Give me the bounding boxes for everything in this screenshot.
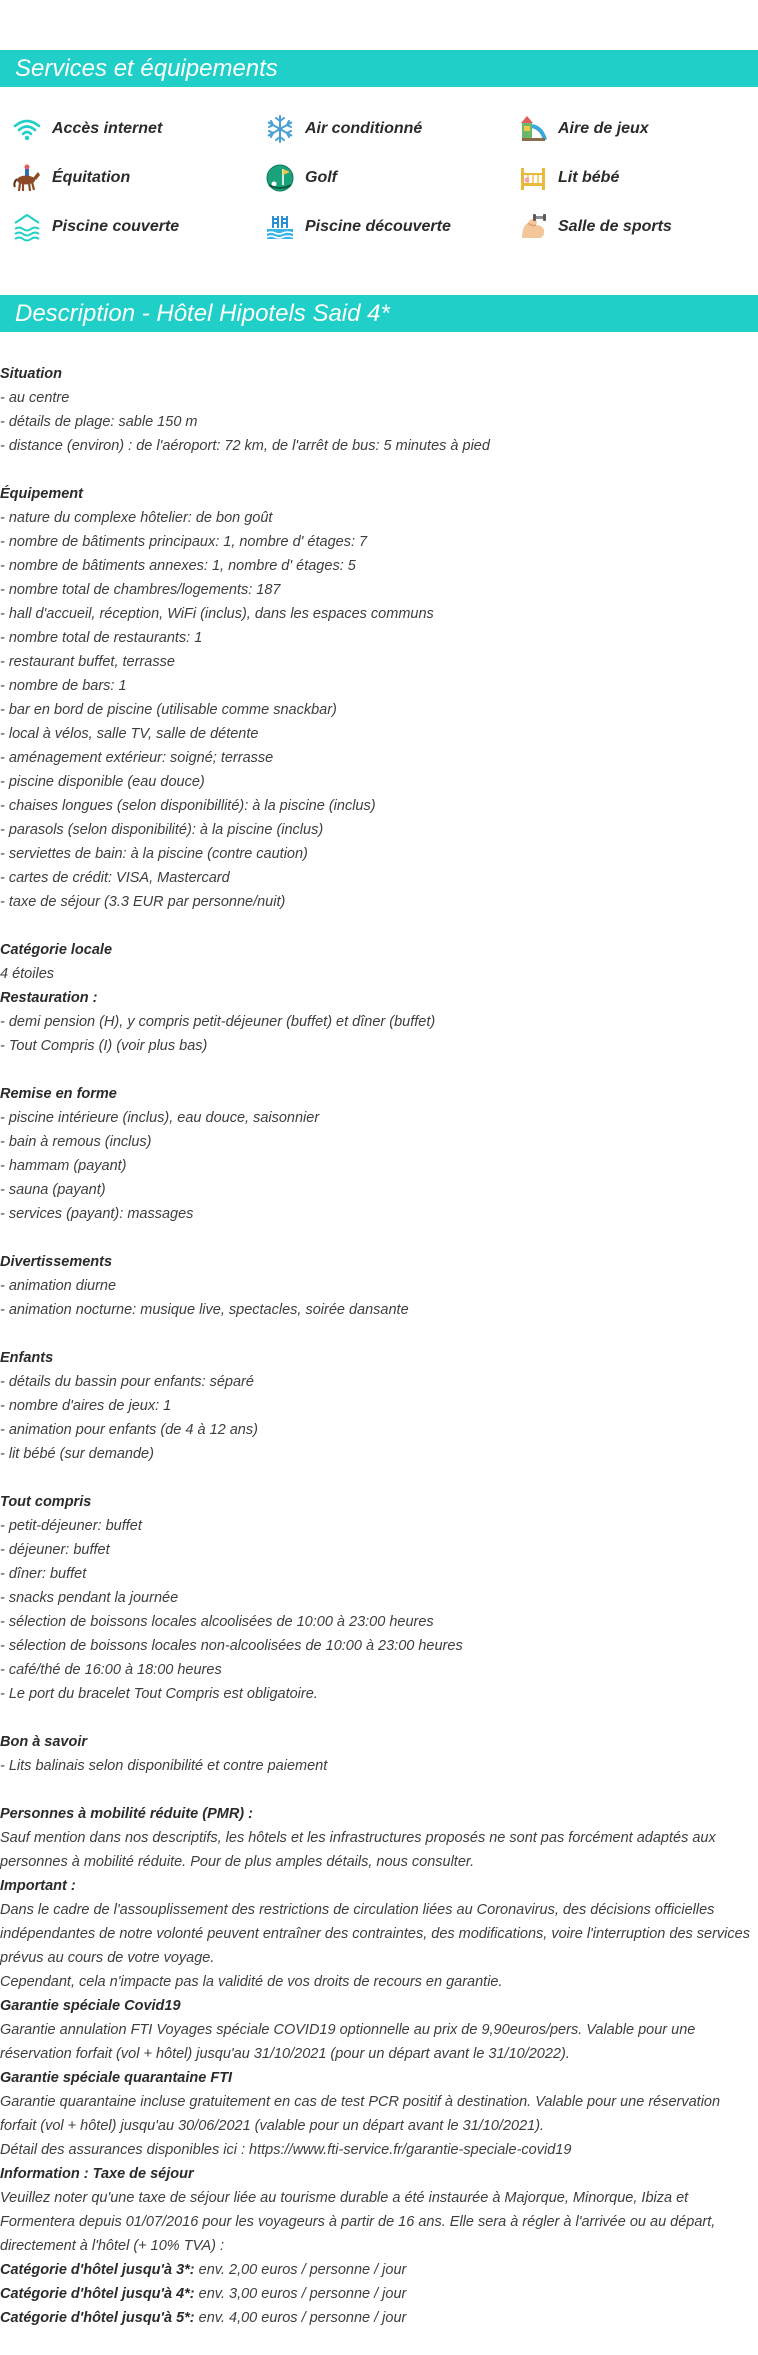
list-item: - nature du complexe hôtelier: de bon goût — [0, 510, 273, 526]
service-item-aircon — [253, 104, 506, 153]
list-item: - Tout Compris (I) (voir plus bas) — [0, 1038, 208, 1054]
list-item: - animation pour enfants (de 4 à 12 ans) — [0, 1422, 258, 1438]
services-section-title: Services et équipements — [0, 50, 758, 87]
situation-heading: Situation — [0, 366, 63, 382]
spacer — [0, 1226, 758, 1250]
service-item-indoor-pool — [0, 202, 253, 251]
service-item-horse-riding — [0, 153, 253, 202]
bon-a-savoir-heading: Bon à savoir — [0, 1734, 88, 1750]
taxe-row-label: Catégorie d'hôtel jusqu'à 5*: — [0, 2310, 195, 2326]
list-item: - nombre total de chambres/logements: 187 — [0, 582, 281, 598]
description-body — [0, 362, 758, 2330]
list-item: - lit bébé (sur demande) — [0, 1446, 154, 1462]
playground-icon — [518, 114, 548, 144]
list-item: - piscine intérieure (inclus), eau douce, saisonnier — [0, 1110, 320, 1126]
list-item: - au centre — [0, 390, 70, 406]
taxe-row-label: Catégorie d'hôtel jusqu'à 3*: — [0, 2262, 195, 2278]
description-section-title: Description - Hôtel Hipotels Said 4* — [0, 295, 758, 332]
list-item: - Lits balinais selon disponibilité et contre paiement — [0, 1758, 328, 1774]
divertissements-heading: Divertissements — [0, 1254, 113, 1270]
list-item: - demi pension (H), y compris petit-déjeuner (buffet) et dîner (buffet) — [0, 1014, 436, 1030]
spacer — [0, 458, 758, 482]
list-item: - chaises longues (selon disponibillité): à la piscine (inclus) — [0, 798, 376, 814]
list-item: - nombre de bâtiments principaux: 1, nombre d' étages: 7 — [0, 534, 368, 550]
list-item: - sélection de boissons locales non-alcoolisées de 10:00 à 23:00 heures — [0, 1638, 463, 1654]
quarantaine-heading: Garantie spéciale quarantaine FTI — [0, 2070, 233, 2086]
list-item: - café/thé de 16:00 à 18:00 heures — [0, 1662, 222, 1678]
service-item-outdoor-pool — [253, 202, 506, 251]
important-heading: Important : — [0, 1878, 76, 1894]
taxe-row — [0, 2258, 758, 2282]
restauration-heading: Restauration : — [0, 990, 98, 1006]
list-item: - restaurant buffet, terrasse — [0, 654, 175, 670]
quarantaine-text: Garantie quarantaine incluse gratuitement en cas de test PCR positif à destination. Valable pour une réservation forfait (vol + hôtel) jusqu'au 30/06/2021 (valable pour un départ avant le 31/10/2021). — [0, 2094, 721, 2134]
list-item: - détails de plage: sable 150 m — [0, 414, 198, 430]
list-item: - détails du bassin pour enfants: séparé — [0, 1374, 254, 1390]
taxe-row-value: env. 3,00 euros / personne / jour — [194, 2286, 407, 2302]
service-label: Piscine couverte — [52, 217, 180, 235]
list-item: - hall d'accueil, réception, WiFi (inclus), dans les espaces communs — [0, 606, 434, 622]
pmr-text: Sauf mention dans nos descriptifs, les hôtels et les infrastructures proposés ne sont pas forcément adaptés aux personnes à mobilité réduite. Pour de plus amples détails, nous consulter. — [0, 1830, 716, 1870]
list-item: - animation diurne — [0, 1278, 117, 1294]
service-label: Équitation — [52, 168, 131, 186]
covid-heading: Garantie spéciale Covid19 — [0, 1998, 181, 2014]
categorie-value: 4 étoiles — [0, 966, 55, 982]
taxe-row — [0, 2306, 758, 2330]
list-item: - local à vélos, salle TV, salle de détente — [0, 726, 259, 742]
taxe-heading: Information : Taxe de séjour — [0, 2166, 194, 2182]
list-item: - snacks pendant la journée — [0, 1590, 179, 1606]
tout-compris-heading: Tout compris — [0, 1494, 92, 1510]
list-item: - services (payant): massages — [0, 1206, 194, 1222]
service-item-baby-cot — [506, 153, 758, 202]
spacer — [0, 1706, 758, 1730]
quarantaine-link-text: Détail des assurances disponibles ici : https://www.fti-service.fr/garantie-speciale-covid19 — [0, 2142, 572, 2158]
snowflake-icon — [265, 114, 295, 144]
important-text-2: Cependant, cela n'impacte pas la validité de vos droits de recours en garantie. — [0, 1974, 503, 1990]
list-item: - Le port du bracelet Tout Compris est obligatoire. — [0, 1686, 318, 1702]
service-label: Lit bébé — [558, 168, 620, 186]
list-item: - bain à remous (inclus) — [0, 1134, 152, 1150]
important-text: Dans le cadre de l'assouplissement des restrictions de circulation liées au Coronavirus, des décisions officielles indépendantes de notre volonté peuvent entraîner des contraintes, des modifications, voire l'interruption des services prévus au cours de votre voyage. — [0, 1902, 750, 1966]
spacer — [0, 1058, 758, 1082]
list-item: - petit-déjeuner: buffet — [0, 1518, 142, 1534]
outdoor-pool-icon — [265, 212, 295, 242]
list-item: - nombre total de restaurants: 1 — [0, 630, 203, 646]
enfants-heading: Enfants — [0, 1350, 54, 1366]
list-item: - nombre d'aires de jeux: 1 — [0, 1398, 172, 1414]
equipement-heading: Équipement — [0, 486, 83, 502]
pmr-heading: Personnes à mobilité réduite (PMR) : — [0, 1806, 253, 1822]
service-label: Golf — [305, 168, 337, 186]
list-item: - déjeuner: buffet — [0, 1542, 110, 1558]
service-label: Air conditionné — [305, 119, 423, 137]
taxe-row-label: Catégorie d'hôtel jusqu'à 4*: — [0, 2286, 195, 2302]
list-item: - sélection de boissons locales alcoolisées de 10:00 à 23:00 heures — [0, 1614, 434, 1630]
list-item: - sauna (payant) — [0, 1182, 106, 1198]
spacer — [0, 1322, 758, 1346]
service-label: Aire de jeux — [558, 119, 649, 137]
categorie-heading: Catégorie locale — [0, 942, 113, 958]
taxe-row-value: env. 4,00 euros / personne / jour — [194, 2310, 407, 2326]
list-item: - bar en bord de piscine (utilisable comme snackbar) — [0, 702, 337, 718]
taxe-text: Veuillez noter qu'une taxe de séjour liée au tourisme durable a été instaurée à Majorque, Minorque, Ibiza et Formentera depuis 01/07/2016 pour les voyageurs à partir de 16 ans. Elle sera à régler à l'arrivée ou au départ, directement à l'hôtel (+ 10% TVA) : — [0, 2190, 716, 2254]
service-label: Salle de sports — [558, 217, 672, 235]
spacer — [0, 914, 758, 938]
baby-cot-icon — [518, 163, 548, 193]
taxe-row — [0, 2282, 758, 2306]
wifi-icon — [12, 114, 42, 144]
remise-en-forme-heading: Remise en forme — [0, 1086, 117, 1102]
taxe-row-value: env. 2,00 euros / personne / jour — [194, 2262, 407, 2278]
list-item: - distance (environ) : de l'aéroport: 72 km, de l'arrêt de bus: 5 minutes à pied — [0, 438, 490, 454]
list-item: - animation nocturne: musique live, spectacles, soirée dansante — [0, 1302, 409, 1318]
list-item: - nombre de bars: 1 — [0, 678, 127, 694]
covid-text: Garantie annulation FTI Voyages spéciale COVID19 optionnelle au prix de 9,90euros/pers. Valable pour une réservation forfait (vol + hôtel) jusqu'au 31/10/2021 (pour un départ avant le 31/10/2022). — [0, 2022, 696, 2062]
services-grid — [0, 104, 758, 251]
gym-icon — [518, 212, 548, 242]
spacer — [0, 1466, 758, 1490]
service-item-internet — [0, 104, 253, 153]
spacer — [0, 1778, 758, 1802]
service-item-gym — [506, 202, 758, 251]
indoor-pool-icon — [12, 212, 42, 242]
list-item: - cartes de crédit: VISA, Mastercard — [0, 870, 230, 886]
service-item-playground — [506, 104, 758, 153]
list-item: - parasols (selon disponibilité): à la piscine (inclus) — [0, 822, 324, 838]
list-item: - dîner: buffet — [0, 1566, 87, 1582]
service-label: Accès internet — [52, 119, 163, 137]
list-item: - piscine disponible (eau douce) — [0, 774, 205, 790]
service-item-golf — [253, 153, 506, 202]
list-item: - serviettes de bain: à la piscine (contre caution) — [0, 846, 308, 862]
list-item: - nombre de bâtiments annexes: 1, nombre d' étages: 5 — [0, 558, 356, 574]
service-label: Piscine découverte — [305, 217, 451, 235]
golf-icon — [265, 163, 295, 193]
list-item: - taxe de séjour (3.3 EUR par personne/nuit) — [0, 894, 286, 910]
list-item: - aménagement extérieur: soigné; terrasse — [0, 750, 274, 766]
list-item: - hammam (payant) — [0, 1158, 127, 1174]
horse-riding-icon — [12, 163, 42, 193]
